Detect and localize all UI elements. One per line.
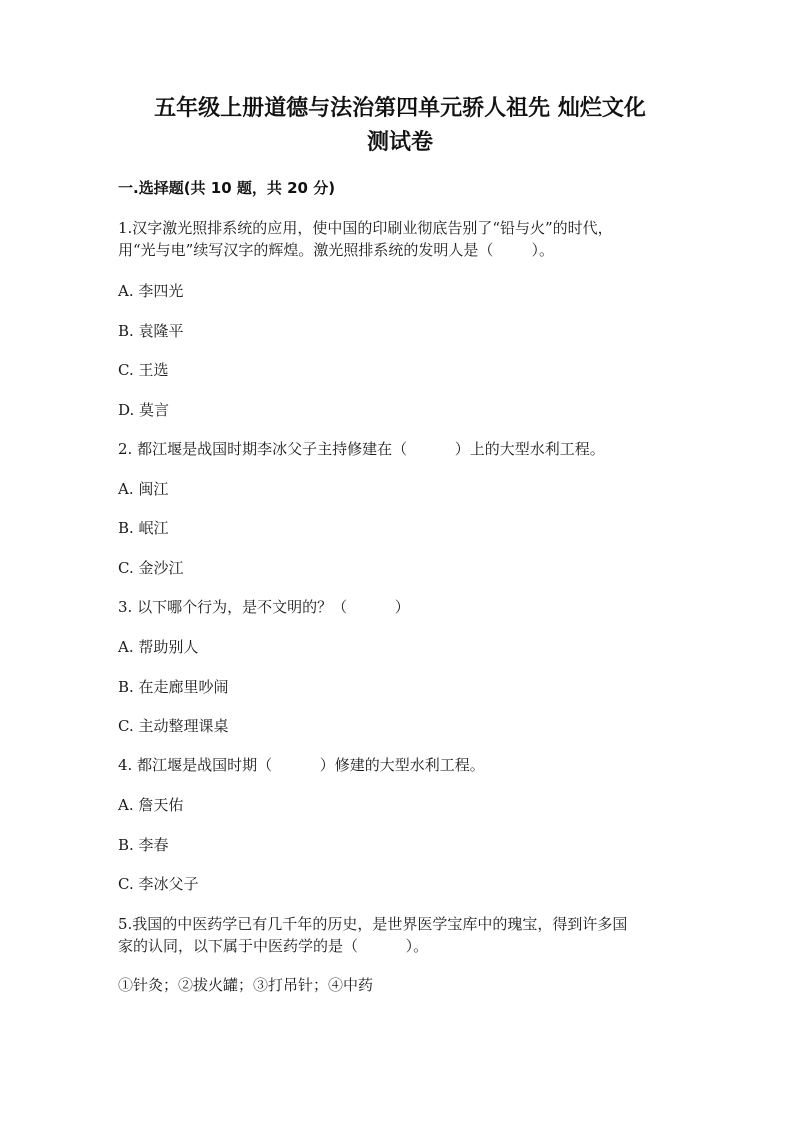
question-4-text: 4. 都江堰是战国时期（ ）修建的大型水利工程。 <box>118 756 485 774</box>
question-1-text-line-2: 用“光与电”续写汉字的辉煌。激光照排系统的发明人是（ ）。 <box>118 241 554 259</box>
question-5-choices: ①针灸；②拔火罐；③打吊针；④中药 <box>118 976 374 994</box>
question-2-option-b: B. 岷江 <box>118 519 169 537</box>
question-2-option-a: A. 闽江 <box>118 480 169 498</box>
question-4-option-b: B. 李春 <box>118 836 169 854</box>
question-2-option-c: C. 金沙江 <box>118 559 184 577</box>
question-1-option-d: D. 莫言 <box>118 401 170 419</box>
question-1-option-c: C. 王选 <box>118 361 169 379</box>
question-1-text-line-1: 1.汉字激光照排系统的应用，使中国的印刷业彻底告别了“铅与火”的时代， <box>118 219 613 237</box>
question-3-option-c: C. 主动整理课桌 <box>118 717 229 735</box>
question-3-option-a: A. 帮助别人 <box>118 638 199 656</box>
question-4-option-c: C. 李冰父子 <box>118 875 199 893</box>
question-5-text-line-1: 5.我国的中医药学已有几千年的历史，是世界医学宝库中的瑰宝，得到许多国 <box>118 915 628 933</box>
question-2-text: 2. 都江堰是战国时期李冰父子主持修建在（ ）上的大型水利工程。 <box>118 440 605 458</box>
page-title-line-2: 测试卷 <box>366 130 433 155</box>
question-3-option-b: B. 在走廊里吵闹 <box>118 678 229 696</box>
question-1-option-a: A. 李四光 <box>118 282 184 300</box>
page-title-line-1: 五年级上册道德与法治第四单元骄人祖先 灿烂文化 <box>154 96 646 121</box>
question-3-text: 3. 以下哪个行为，是不文明的？（ ） <box>118 598 410 616</box>
question-1-option-b: B. 袁隆平 <box>118 322 184 340</box>
question-5-text-line-2: 家的认同，以下属于中医药学的是（ ）。 <box>118 937 429 955</box>
section-heading: 一.选择题(共 10 题，共 20 分) <box>118 179 336 197</box>
question-4-option-a: A. 詹天佑 <box>118 796 184 814</box>
